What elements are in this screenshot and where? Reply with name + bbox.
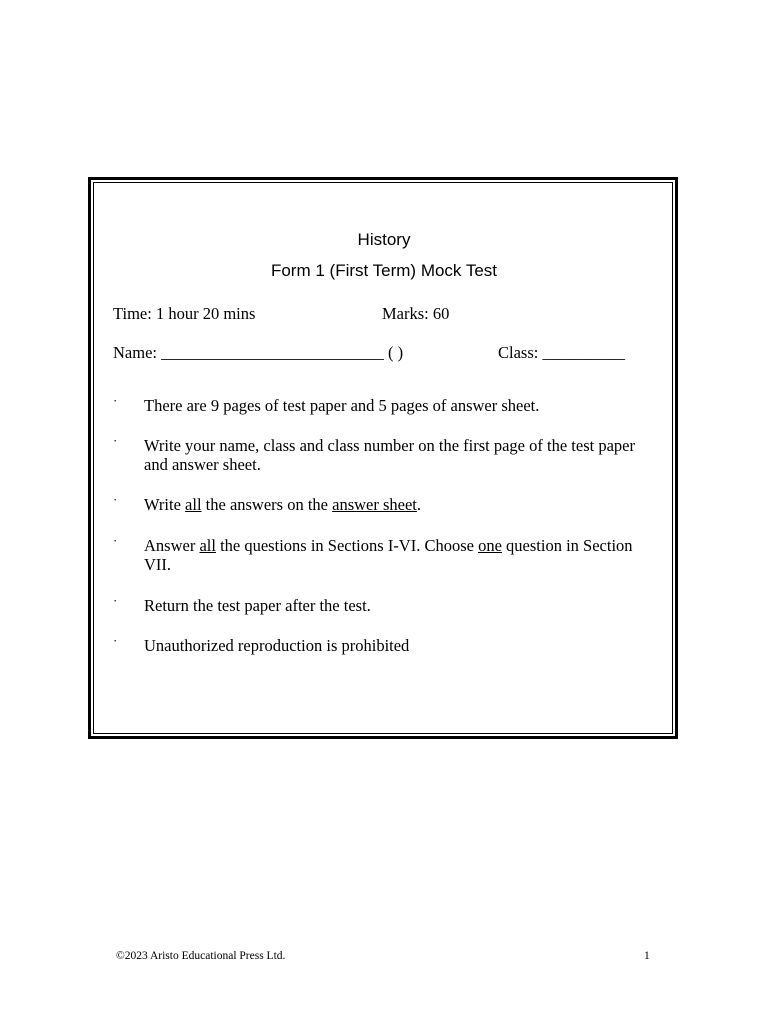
instruction-3-part-c: the answers on the bbox=[201, 495, 333, 514]
class-field: Class: __________ bbox=[498, 343, 625, 362]
instruction-4 bbox=[144, 536, 654, 574]
instruction-1: There are 9 pages of test paper and 5 pages of answer sheet. bbox=[144, 396, 540, 415]
bullet-3: · bbox=[113, 492, 118, 507]
instruction-3-all: all bbox=[185, 495, 202, 514]
bullet-6: · bbox=[113, 633, 118, 648]
instruction-2: Write your name, class and class number on the first page of the test paper and answer sheet. bbox=[144, 436, 635, 474]
footer-copyright: ©2023 Aristo Educational Press Ltd. bbox=[116, 950, 286, 962]
marks-label: Marks: 60 bbox=[382, 304, 450, 323]
name-field: Name: ___________________________ ( ) bbox=[113, 343, 404, 362]
instruction-4-all: all bbox=[199, 536, 216, 555]
bullet-4: · bbox=[113, 533, 118, 548]
bullet-5: · bbox=[113, 593, 118, 608]
instruction-4-part-c: the questions in Sections I-VI. Choose bbox=[215, 536, 479, 555]
instruction-4-part-a: Answer bbox=[144, 536, 200, 555]
instruction-3-answer-sheet: answer sheet bbox=[332, 495, 417, 514]
test-title: Form 1 (First Term) Mock Test bbox=[270, 261, 498, 280]
instruction-4-one: one bbox=[478, 536, 502, 555]
instruction-3-part-a: Write bbox=[144, 495, 186, 514]
page-number: 1 bbox=[644, 950, 650, 962]
bullet-1: · bbox=[113, 393, 118, 408]
instruction-4-part-e: question in Section VII. bbox=[144, 536, 633, 574]
bullet-2: · bbox=[113, 433, 118, 448]
time-label: Time: 1 hour 20 mins bbox=[113, 304, 256, 323]
instruction-3-part-e: . bbox=[416, 495, 422, 514]
instruction-3 bbox=[144, 495, 654, 514]
instruction-5: Return the test paper after the test. bbox=[144, 596, 371, 615]
instruction-6: Unauthorized reproduction is prohibited bbox=[144, 636, 410, 655]
subject-title: History bbox=[357, 230, 411, 249]
